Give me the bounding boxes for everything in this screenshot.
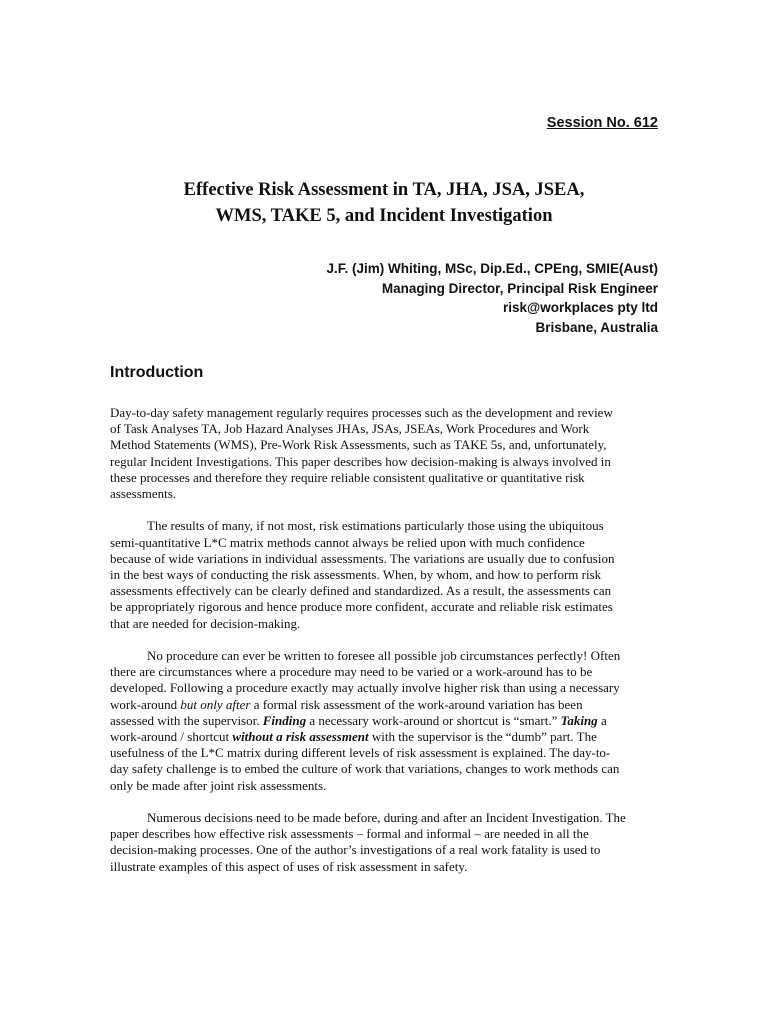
text-run: a formal risk assessment of the work-around variation has been [250,696,583,712]
paragraph-line: regular Incident Investigations. This paper describes how decision-making is always involved in [110,453,611,469]
paragraph-line: there are circumstances where a procedure may need to be varied or a work-around has to be [110,664,593,680]
paper-title [110,177,658,229]
text-run: work-around [110,696,181,712]
paragraph-line: decision-making processes. One of the author’s investigations of a real work fatality is used to [110,842,601,858]
emphasis-italic: but only after [180,696,251,712]
introduction-body [110,405,660,875]
text-run: with the supervisor is the “dumb” part. The [368,729,597,745]
paragraph-line [110,713,660,729]
title-line-2: WMS, TAKE 5, and Incident Investigation [215,206,553,226]
paragraph-line: usefulness of the L*C matrix during different levels of risk assessment is explained. The day-to- [110,745,611,761]
paragraph-line: semi-quantitative L*C matrix methods cannot always be relied upon with much confidence [110,534,585,550]
paragraph-4 [110,810,660,875]
author-block [326,259,658,337]
paragraph-2 [110,518,660,631]
paragraph-line: in the best ways of conducting the risk assessments. When, by whom, and how to perform risk [110,567,602,583]
paragraph-line: Method Statements (WMS), Pre-Work Risk Assessments, such as TAKE 5s, and, unfortunately, [110,437,607,453]
paragraph-3 [110,648,660,794]
text-run: a necessary work-around or shortcut is “smart.” [306,712,561,728]
paragraph-line [110,729,660,745]
paragraph-line: paper describes how effective risk assessments – formal and informal – are needed in all the [110,826,589,842]
author-role: Managing Director, Principal Risk Engineer [381,280,658,296]
paragraph-1 [110,405,660,502]
title-line-1: Effective Risk Assessment in TA, JHA, JSA, JSEA, [183,180,585,200]
paragraph-line: only be made after joint risk assessments. [110,777,327,793]
paragraph-line: day safety challenge is to embed the culture of work that variations, changes to work methods can [110,761,620,777]
author-organization: risk@workplaces pty ltd [503,300,658,315]
paragraph-line: Day-to-day safety management regularly requires processes such as the development and review [110,405,613,420]
author-location: Brisbane, Australia [535,319,658,335]
section-heading-introduction: Introduction [110,364,204,381]
paragraph-line: these processes and therefore they require reliable consistent qualitative or quantitative risk [110,469,585,485]
emphasis-bold-italic: Taking [560,712,598,728]
text-run: work-around / shortcut [110,729,233,745]
paragraph-line: illustrate examples of this aspect of uses of risk assessment in safety. [110,858,468,874]
paragraph-line [110,697,660,713]
text-run: a [597,712,607,728]
paragraph-line: of Task Analyses TA, Job Hazard Analyses JHAs, JSAs, JSEAs, Work Procedures and Work [110,421,590,437]
session-number: Session No. 612 [546,115,658,131]
emphasis-bold-italic: Finding [262,712,307,728]
author-name: J.F. (Jim) Whiting, MSc, Dip.Ed., CPEng, SMIE(Aust) [326,261,658,276]
paragraph-line: because of wide variations in individual assessments. The variations are usually due to confusion [110,550,615,566]
paragraph-line: that are needed for decision-making. [110,615,301,631]
emphasis-bold-italic: without a risk assessment [232,729,369,745]
paragraph-line: Numerous decisions need to be made before, during and after an Incident Investigation. The [147,810,626,826]
paragraph-line: be appropriately rigorous and hence produce more confident, accurate and reliable risk estimates [110,599,613,615]
paragraph-line: assessments effectively can be clearly defined and standardized. As a result, the assessments can [110,583,612,599]
paragraph-line: developed. Following a procedure exactly may actually involve higher risk than using a necessary [110,680,620,696]
paragraph-line: The results of many, if not most, risk estimations particularly those using the ubiquitous [147,518,604,534]
paragraph-line: assessments. [110,486,177,502]
text-run: assessed with the supervisor. [110,712,263,728]
paragraph-line: No procedure can ever be written to foresee all possible job circumstances perfectly! Often [147,648,621,664]
